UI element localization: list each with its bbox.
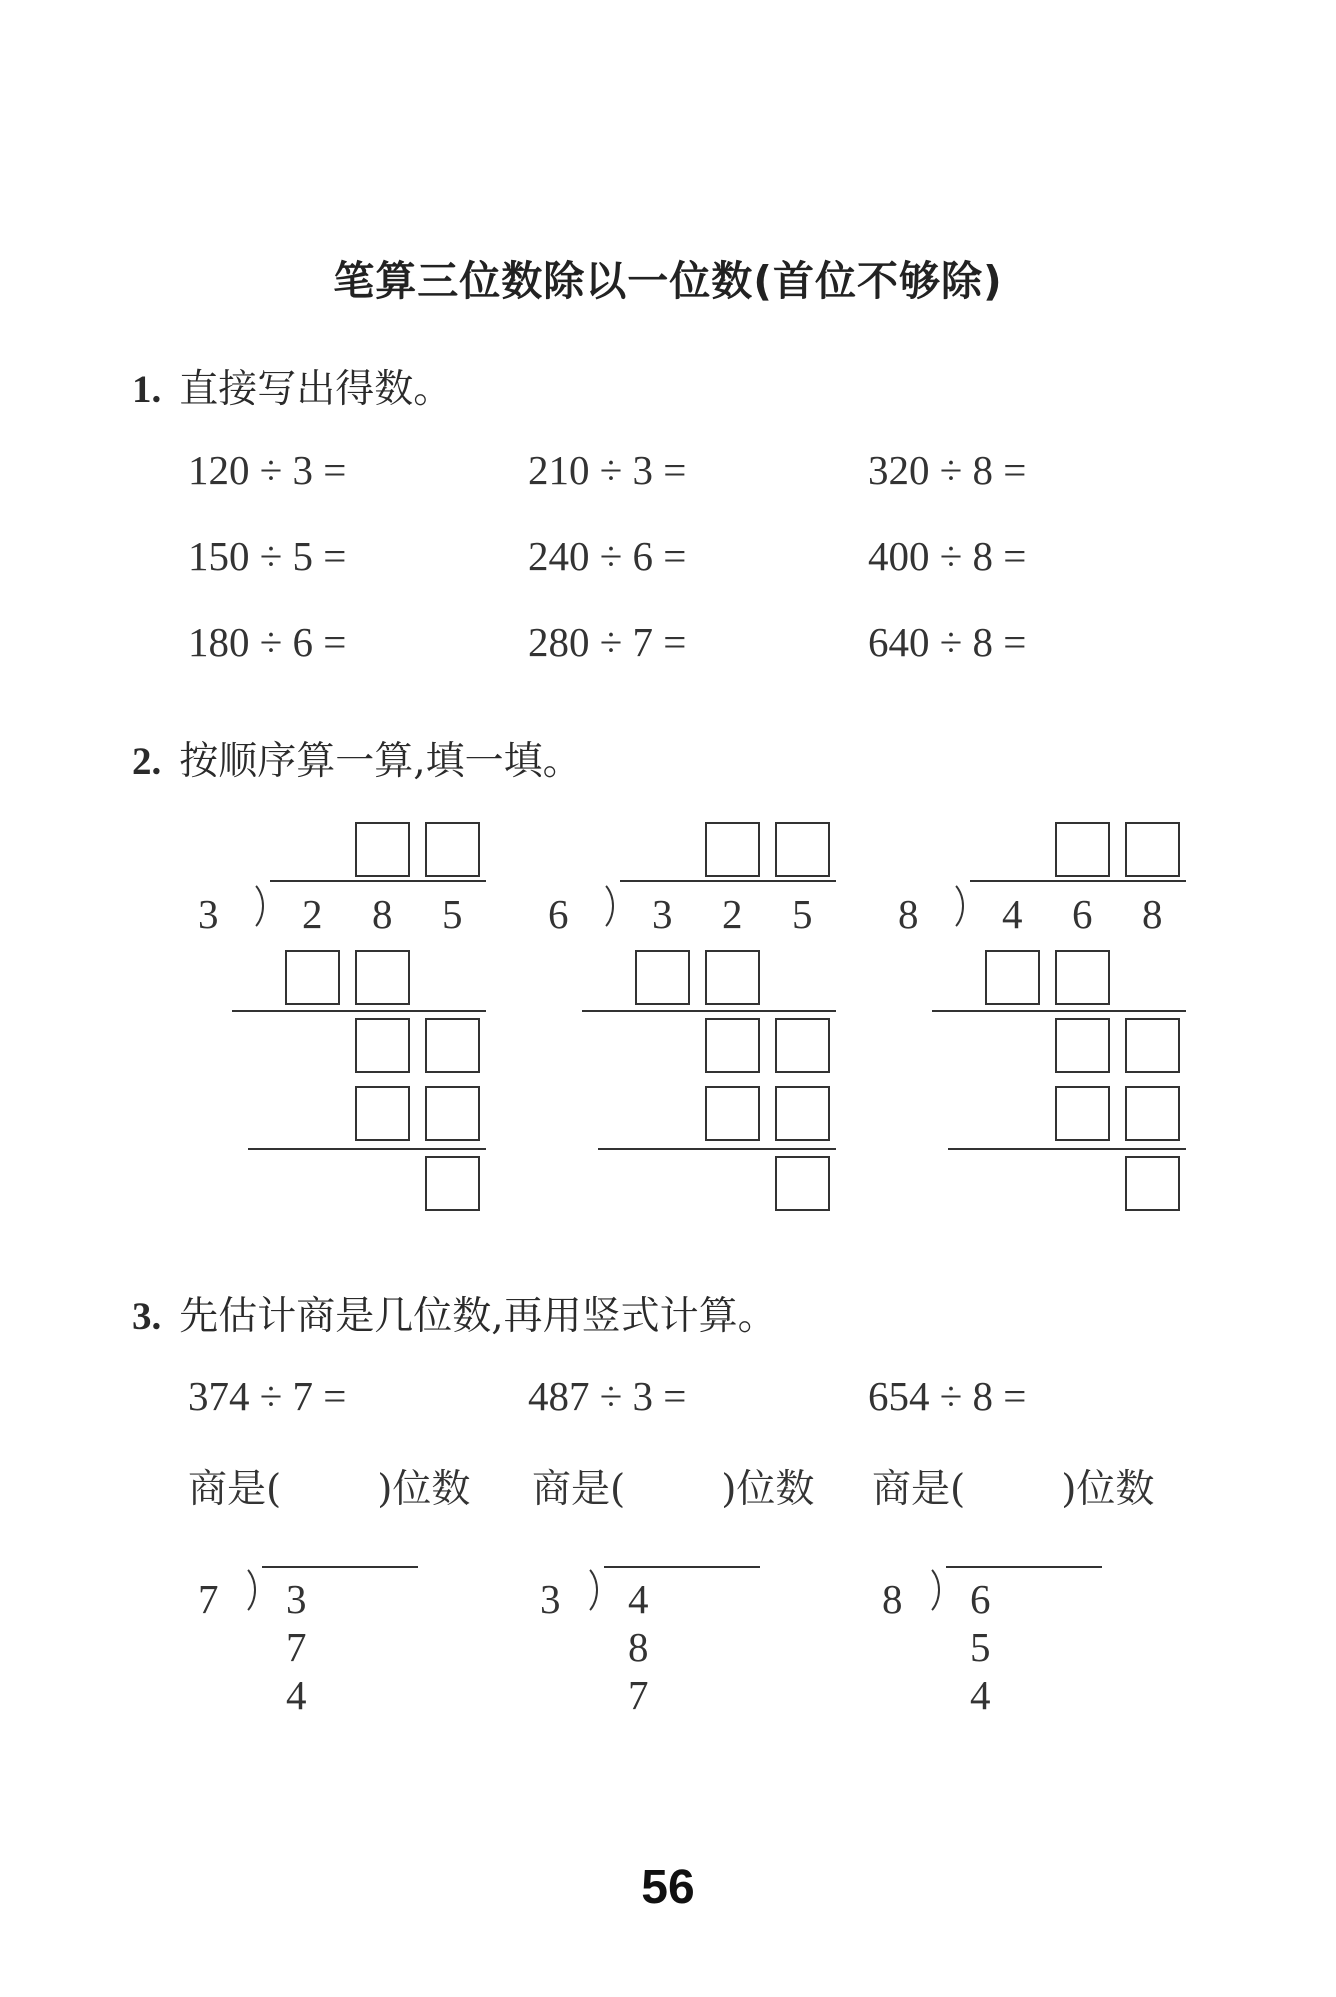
q1-expression: 640 ÷ 8 = bbox=[868, 619, 1027, 665]
answer-box[interactable] bbox=[775, 1156, 830, 1211]
answer-box[interactable] bbox=[635, 950, 690, 1005]
division-bar bbox=[604, 1566, 760, 1568]
q1-expression: 150 ÷ 5 = bbox=[188, 533, 347, 579]
division-bracket bbox=[598, 884, 628, 930]
dividend: 6 5 4 bbox=[970, 1576, 995, 1718]
quotient-digits-prompt bbox=[188, 1458, 470, 1514]
division-bracket bbox=[582, 1568, 612, 1614]
question-1-text: 直接写出得数。 bbox=[179, 367, 453, 412]
answer-box[interactable] bbox=[985, 950, 1040, 1005]
q1-expression: 210 ÷ 3 = bbox=[528, 447, 687, 493]
dividend-digit: 8 bbox=[1142, 891, 1163, 937]
q3-expression: 487 ÷ 3 = bbox=[528, 1373, 687, 1419]
page-title: 笔算三位数除以一位数(首位不够除) bbox=[333, 257, 1003, 305]
dividend-digit: 2 bbox=[302, 891, 323, 937]
division-bracket bbox=[948, 884, 978, 930]
q1-expression: 240 ÷ 6 = bbox=[528, 533, 687, 579]
dividend-digit: 2 bbox=[722, 891, 743, 937]
page-number: 56 bbox=[641, 1861, 695, 1914]
answer-box[interactable] bbox=[1055, 1086, 1110, 1141]
subtraction-line bbox=[248, 1148, 486, 1150]
subtraction-line bbox=[232, 1010, 486, 1012]
divisor: 3 bbox=[540, 1576, 561, 1622]
answer-box[interactable] bbox=[1055, 1018, 1110, 1073]
question-3-number: 3. bbox=[132, 1295, 162, 1338]
subtraction-line bbox=[598, 1148, 836, 1150]
q1-expression: 120 ÷ 3 = bbox=[188, 447, 347, 493]
division-bracket bbox=[248, 884, 278, 930]
prompt-open: 商是( bbox=[872, 1467, 966, 1512]
answer-box[interactable] bbox=[1125, 1156, 1180, 1211]
dividend-digit: 8 bbox=[372, 891, 393, 937]
quotient-digits-prompt bbox=[532, 1458, 814, 1514]
answer-box[interactable] bbox=[425, 822, 480, 877]
divisor: 7 bbox=[198, 1576, 219, 1622]
dividend-digit: 5 bbox=[792, 891, 813, 937]
q1-expression: 280 ÷ 7 = bbox=[528, 619, 687, 665]
division-bar bbox=[946, 1566, 1102, 1568]
q3-expression: 374 ÷ 7 = bbox=[188, 1373, 347, 1419]
q1-expression: 320 ÷ 8 = bbox=[868, 447, 1027, 493]
division-bracket bbox=[240, 1568, 270, 1614]
question-3-text: 先估计商是几位数,再用竖式计算。 bbox=[179, 1294, 777, 1339]
answer-box[interactable] bbox=[705, 822, 760, 877]
answer-box[interactable] bbox=[355, 950, 410, 1005]
divisor: 3 bbox=[198, 891, 219, 937]
answer-box[interactable] bbox=[1125, 1086, 1180, 1141]
q1-expression: 400 ÷ 8 = bbox=[868, 533, 1027, 579]
divisor: 6 bbox=[548, 891, 569, 937]
divisor: 8 bbox=[898, 891, 919, 937]
question-2-heading bbox=[132, 730, 582, 786]
division-bar bbox=[620, 880, 836, 882]
dividend: 3 7 4 bbox=[286, 1576, 311, 1718]
prompt-close: )位数 bbox=[1061, 1467, 1155, 1512]
prompt-close: )位数 bbox=[721, 1467, 815, 1512]
answer-box[interactable] bbox=[425, 1156, 480, 1211]
answer-box[interactable] bbox=[355, 1018, 410, 1073]
dividend-digit: 5 bbox=[442, 891, 463, 937]
answer-box[interactable] bbox=[355, 1086, 410, 1141]
prompt-open: 商是( bbox=[532, 1467, 626, 1512]
answer-box[interactable] bbox=[705, 1086, 760, 1141]
q3-expression: 654 ÷ 8 = bbox=[868, 1373, 1027, 1419]
quotient-digits-prompt bbox=[872, 1458, 1154, 1514]
question-2-number: 2. bbox=[132, 740, 162, 783]
answer-box[interactable] bbox=[775, 1086, 830, 1141]
dividend-digit: 6 bbox=[1072, 891, 1093, 937]
answer-box[interactable] bbox=[1055, 822, 1110, 877]
prompt-open: 商是( bbox=[188, 1467, 282, 1512]
prompt-close: )位数 bbox=[377, 1467, 471, 1512]
subtraction-line bbox=[948, 1148, 1186, 1150]
dividend-digit: 3 bbox=[652, 891, 673, 937]
answer-box[interactable] bbox=[775, 822, 830, 877]
answer-box[interactable] bbox=[1125, 1018, 1180, 1073]
question-1-heading bbox=[132, 358, 452, 414]
dividend: 4 8 7 bbox=[628, 1576, 653, 1718]
answer-box[interactable] bbox=[775, 1018, 830, 1073]
dividend-digit: 4 bbox=[1002, 891, 1023, 937]
answer-box[interactable] bbox=[425, 1018, 480, 1073]
answer-box[interactable] bbox=[285, 950, 340, 1005]
divisor: 8 bbox=[882, 1576, 903, 1622]
answer-box[interactable] bbox=[705, 1018, 760, 1073]
q1-expression: 180 ÷ 6 = bbox=[188, 619, 347, 665]
answer-box[interactable] bbox=[425, 1086, 480, 1141]
answer-box[interactable] bbox=[1125, 822, 1180, 877]
question-1-number: 1. bbox=[132, 368, 162, 411]
subtraction-line bbox=[932, 1010, 1186, 1012]
question-3-heading bbox=[132, 1285, 777, 1341]
division-bar bbox=[270, 880, 486, 882]
answer-box[interactable] bbox=[355, 822, 410, 877]
division-bar bbox=[970, 880, 1186, 882]
answer-box[interactable] bbox=[1055, 950, 1110, 1005]
subtraction-line bbox=[582, 1010, 836, 1012]
division-bracket bbox=[924, 1568, 954, 1614]
division-bar bbox=[262, 1566, 418, 1568]
question-2-text: 按顺序算一算,填一填。 bbox=[179, 739, 582, 784]
answer-box[interactable] bbox=[705, 950, 760, 1005]
